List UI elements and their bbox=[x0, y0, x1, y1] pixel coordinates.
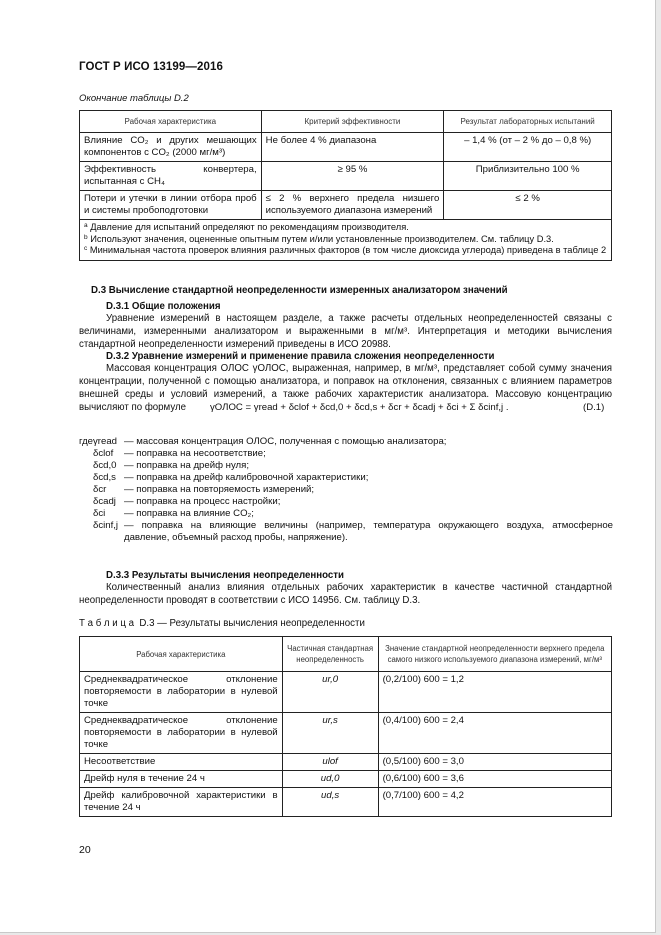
table-d3 bbox=[79, 636, 612, 817]
table-cell: (0,7/100) 600 = 4,2 bbox=[378, 788, 611, 817]
definition-item bbox=[79, 448, 613, 460]
definition-text: — поправка на повторяемость измерений; bbox=[124, 484, 315, 495]
table-cell: (0,2/100) 600 = 1,2 bbox=[378, 672, 611, 713]
table-row bbox=[80, 754, 612, 771]
table-cell: ≤ 2 % bbox=[444, 191, 612, 220]
definition-item bbox=[79, 460, 613, 472]
table-header-row bbox=[80, 637, 612, 672]
definition-text: — массовая концентрация ОЛОС, полученная с помощью анализатора; bbox=[124, 436, 447, 447]
definition-item bbox=[79, 508, 613, 520]
table-cell: – 1,4 % (от – 2 % до – 0,8 %) bbox=[444, 133, 612, 162]
table-cell: ud,0 bbox=[282, 771, 378, 788]
table-row bbox=[80, 191, 612, 220]
definition-text: — поправка на несоответствие; bbox=[124, 448, 266, 459]
table-cell: Несоответствие bbox=[80, 754, 283, 771]
table-cell: ulof bbox=[282, 754, 378, 771]
table-cell: Потери и утечки в линии отбора проб и системы пробоподготовки bbox=[80, 191, 262, 220]
table-cell: (0,4/100) 600 = 2,4 bbox=[378, 713, 611, 754]
column-header: Результат лабораторных испытаний bbox=[444, 111, 612, 133]
document-header: ГОСТ Р ИСО 13199—2016 bbox=[79, 61, 224, 73]
definition-symbol: δcd,s bbox=[93, 472, 116, 483]
definition-text: — поправка на влияющие величины (например, температура окружающего воздуха, атмосферное давление, объемный расход пробы, напряжение). bbox=[124, 520, 613, 544]
table-cell: Среднеквадратическое отклонение повторяемости в лаборатории в нулевой точке bbox=[80, 713, 283, 754]
table-cell: ur,0 bbox=[282, 672, 378, 713]
table-header-row bbox=[80, 111, 612, 133]
table-cell: (0,5/100) 600 = 3,0 bbox=[378, 754, 611, 771]
table-row bbox=[80, 672, 612, 713]
table-cell: Влияние CO₂ и других мешающих компонентов c CO₂ (2000 мг/м³) bbox=[80, 133, 262, 162]
table-d2 bbox=[79, 110, 612, 261]
subsection-heading-d32: D.3.2 Уравнение измерений и применение правила сложения неопределенности bbox=[106, 351, 495, 362]
table-d2-caption: Окончание таблицы D.2 bbox=[79, 93, 189, 104]
paragraph-d33: Количественный анализ влияния отдельных рабочих характеристик в качестве частичной стандартной неопределенности проводят в соответствии с ИСО 14956. См. таблицу D.3. bbox=[79, 582, 612, 606]
definition-item bbox=[79, 472, 613, 484]
footnote-c: $^c$ Минимальная частота проверок влияния различных факторов (в том числе диоксида углерода) приведена в таблице 2 bbox=[84, 245, 607, 255]
definition-symbol: γread bbox=[93, 436, 117, 447]
footnote-a: $^a$ Давление для испытаний определяют по рекомендациям производителя. bbox=[84, 222, 409, 232]
definition-symbol: δcd,0 bbox=[93, 460, 117, 471]
definition-text: — поправка на влияние CO₂; bbox=[124, 508, 254, 519]
table-cell: ur,s bbox=[282, 713, 378, 754]
equation-d1: γОЛОС = γread + δclof + δcd,0 + δcd,s + δcr + δcadj + δci + Σ δcinf,j . bbox=[210, 402, 509, 413]
subsection-heading-d31: D.3.1 Общие положения bbox=[106, 301, 221, 312]
table-cell: Эффективность конвертера, испытанная с CH₄ bbox=[80, 162, 262, 191]
column-header: Рабочая характеристика bbox=[80, 637, 283, 672]
table-footnotes-row bbox=[80, 220, 612, 261]
paragraph-d32: Массовая концентрация ОЛОС γОЛОС, выраженная, например, в мг/м³, представляет собой сумму значения концентрации, полученной с помощью анализатора, и поправок на отклонения, связанных с влиянием параметров внешней среды и условий измерений, а также рабочих характеристик анализатора. Массовую концентрацию вычисляют по формуле bbox=[79, 363, 612, 413]
column-header: Критерий эффективности bbox=[261, 111, 444, 133]
column-header: Рабочая характеристика bbox=[80, 111, 262, 133]
table-row bbox=[80, 162, 612, 191]
column-header: Значение стандартной неопределенности верхнего предела самого низкого используемого диапазона измерений, мг/м³ bbox=[378, 637, 611, 672]
definition-symbol: δcinf,j bbox=[93, 520, 119, 531]
equation-number: (D.1) bbox=[583, 402, 605, 413]
table-cell: ≤ 2 % верхнего предела низшего используемого диапазона измерений bbox=[261, 191, 444, 220]
definition-symbol: δci bbox=[93, 508, 106, 519]
column-header: Частичная стандартная неопределенность bbox=[282, 637, 378, 672]
where-label: где bbox=[79, 436, 94, 447]
table-row bbox=[80, 713, 612, 754]
definition-item bbox=[79, 520, 613, 544]
definition-symbol: δcadj bbox=[93, 496, 116, 507]
table-cell: Среднеквадратическое отклонение повторяемости в лаборатории в нулевой точке bbox=[80, 672, 283, 713]
table-cell: Дрейф нуля в течение 24 ч bbox=[80, 771, 283, 788]
table-cell: ≥ 95 % bbox=[261, 162, 444, 191]
definition-item bbox=[79, 436, 613, 448]
definition-text: — поправка на дрейф калибровочной характеристики; bbox=[124, 472, 369, 483]
table-row bbox=[80, 771, 612, 788]
table-cell: Приблизительно 100 % bbox=[444, 162, 612, 191]
definition-symbol: δcr bbox=[93, 484, 107, 495]
definitions-list bbox=[79, 436, 613, 544]
page-number: 20 bbox=[79, 844, 91, 856]
table-row bbox=[80, 133, 612, 162]
table-row bbox=[80, 788, 612, 817]
subsection-heading-d33: D.3.3 Результаты вычисления неопределенности bbox=[106, 570, 344, 581]
definition-text: — поправка на процесс настройки; bbox=[124, 496, 281, 507]
table-footnotes bbox=[80, 220, 612, 261]
definition-text: — поправка на дрейф нуля; bbox=[124, 460, 249, 471]
table-cell: ud,s bbox=[282, 788, 378, 817]
table-cell: Дрейф калибровочной характеристики в течение 24 ч bbox=[80, 788, 283, 817]
definition-item bbox=[79, 496, 613, 508]
footnote-b: $^b$ Используют значения, оцененные опытным путем и/или установленные производителем. См. таблицу D.3. bbox=[84, 233, 554, 244]
table-d3-caption: Т а б л и ц а D.3 — Результаты вычисления неопределенности bbox=[79, 618, 365, 629]
section-heading-d3: D.3 Вычисление стандартной неопределенности измеренных анализатором значений bbox=[91, 285, 508, 296]
definition-item bbox=[79, 484, 613, 496]
paragraph-d31: Уравнение измерений в настоящем разделе, а также расчеты отдельных неопределенностей связаны с величинами, измеренными анализатором и выраженными в мг/м³. Интерпретация и методики вычисления стандартной неопределенности измерений приведены в ИСО 20988. bbox=[79, 313, 612, 350]
table-cell: Не более 4 % диапазона bbox=[261, 133, 444, 162]
table-cell: (0,6/100) 600 = 3,6 bbox=[378, 771, 611, 788]
definition-symbol: δclof bbox=[93, 448, 114, 459]
